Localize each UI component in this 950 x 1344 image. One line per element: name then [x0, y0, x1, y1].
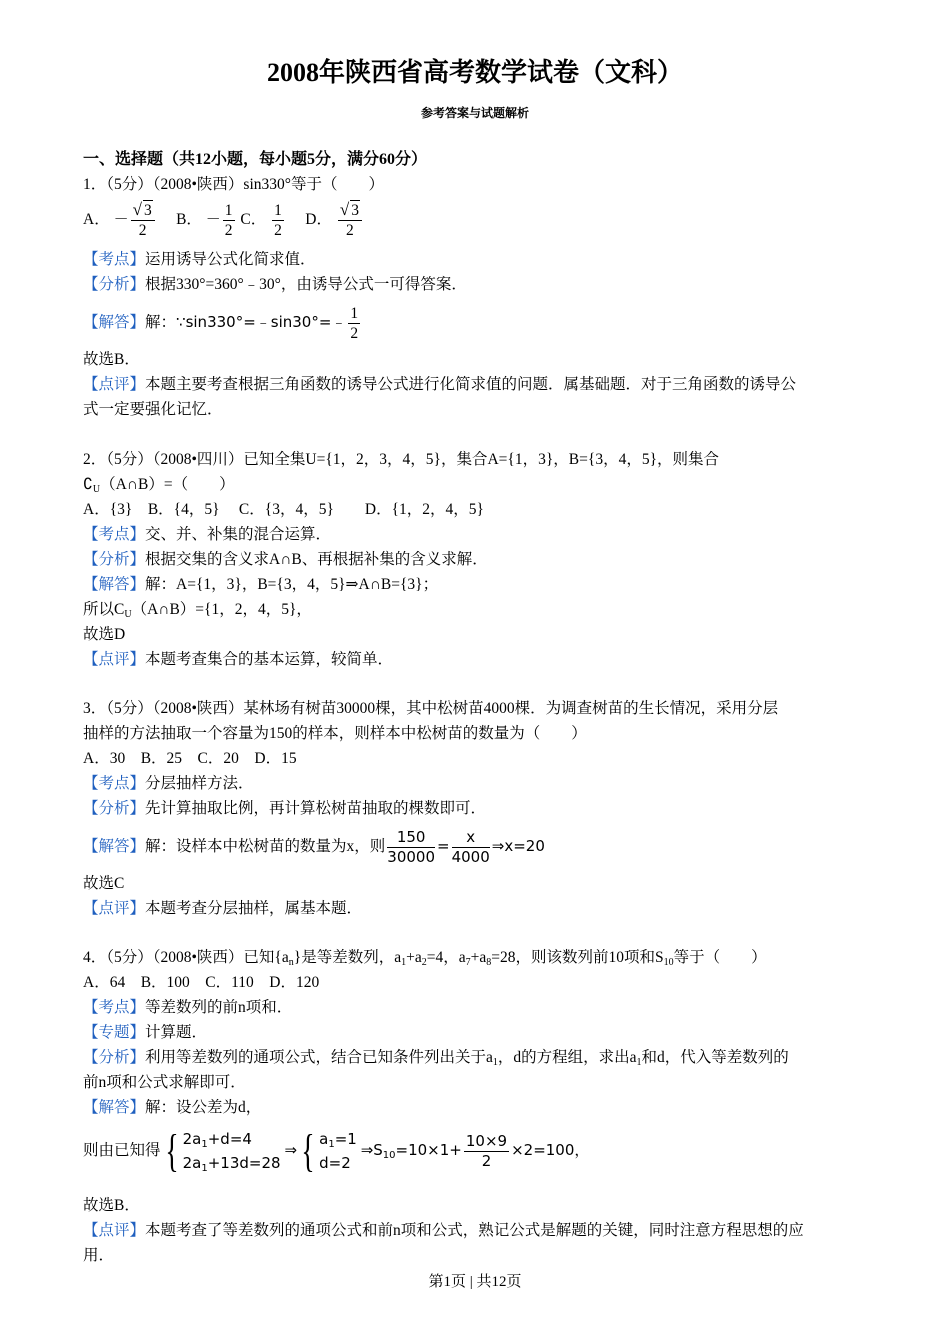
- q4-jieda: 【解答】解：设公差为d，: [83, 1099, 262, 1116]
- fraction: $\frac{150}{30000}$: [387, 828, 435, 866]
- fraction: $\frac{1}{2}$: [224, 201, 233, 239]
- q1-dianping: 【点评】本题主要考查根据三角函数的诱导公式进行化简求值的问题．属基础题．对于三角函数的诱导公: [83, 376, 797, 393]
- q2-stem: 2．（5分）（2008•四川）已知全集U={1，2，3，4，5}，集合A={1，3}，B={3，4，5}，则集合: [83, 451, 720, 468]
- section-heading: 一、选择题（共12小题，每小题5分，满分60分）: [83, 151, 428, 168]
- q4-dianping-cont: 用．: [83, 1247, 115, 1264]
- q3-fenxi: 【分析】先计算抽取比例，再计算松树苗抽取的棵数即可．: [83, 800, 487, 817]
- q4-fenxi-cont: 前n项和公式求解即可．: [83, 1074, 246, 1091]
- q3-stem: 3．（5分）（2008•陕西）某林场有树苗30000棵，其中松树苗4000棵．为调查树苗的生长情况，采用分层: [83, 700, 779, 717]
- q2-conclusion: 故选D: [83, 626, 126, 643]
- q1-option-b: B． － $\frac{1}{2}$: [176, 201, 233, 239]
- q3-options: A．30 B．25 C．20 D．15: [83, 750, 297, 767]
- q2-options: A．{3} B．{4，5} C．{3，4，5} D．{1，2，4，5}: [83, 501, 484, 518]
- q1-option-a: A． － $\frac{√ 3}{2}$: [83, 211, 157, 228]
- q2-fenxi: 【分析】根据交集的含义求A∩B、再根据补集的含义求解．: [83, 551, 488, 568]
- q4-conclusion: 故选B．: [83, 1197, 140, 1214]
- q3-stem-cont: 抽样的方法抽取一个容量为150的样本，则样本中松树苗的数量为（ ）: [83, 725, 587, 742]
- q3-conclusion: 故选C: [83, 875, 125, 892]
- equation-system: $2a_1+d=4$ $2a_1+13d=28$: [182, 1130, 281, 1175]
- page-footer: 第1页 | 共12页: [428, 1274, 522, 1290]
- fraction: $\frac{√ 3}{2}$: [338, 200, 362, 240]
- q1-kaodian: 【考点】运用诱导公式化简求值．: [83, 251, 316, 268]
- q4-stem: 4．（5分）（2008•陕西）已知$\{a_n\}$是等差数列，$a_1+a_2=4$，$a_7+a_8=28$，则该数列前10项和$S_{10}$等于（ ）: [83, 949, 767, 968]
- q1-jieda: 【解答】解：∵sin330°=﹣sin30°=﹣ $\frac{1}{2}$: [83, 305, 359, 342]
- q2-dianping: 【点评】本题考查集合的基本运算，较简单．: [83, 651, 394, 668]
- fraction: $\frac{10\times 9}{2}$: [465, 1131, 508, 1170]
- page-title: 2008年陕西省高考数学试卷（文科）: [266, 58, 683, 87]
- q2-jieda-cont: 所以$C_U(A\cap B)=\{1$，2，4，5}，: [83, 601, 312, 620]
- left-brace-icon: {: [301, 1125, 315, 1177]
- q3-jieda: 【解答】解：设样本中松树苗的数量为x，则 $\frac{150}{30000}$ = $\frac{x}{4000}$ ⇒x=20: [83, 828, 545, 866]
- q2-jieda: 【解答】解：A={1，3}，B={3，4，5}⇒A∩B={3}；: [83, 576, 439, 593]
- q4-zhuanti: 【专题】计算题．: [83, 1024, 208, 1041]
- q1-option-c: C． $\frac{1}{2}$: [240, 201, 282, 239]
- equation-solution: $a_1=1$ d=2: [319, 1130, 357, 1173]
- q2-kaodian: 【考点】交、并、补集的混合运算．: [83, 526, 332, 543]
- left-brace-icon: {: [164, 1125, 179, 1177]
- q1-conclusion: 故选B．: [83, 351, 140, 368]
- q1-fenxi: 【分析】根据330°=360°﹣30°，由诱导公式一可得答案．: [83, 276, 467, 293]
- q1-options: [83, 200, 364, 240]
- fraction: $\frac{x}{4000}$: [451, 828, 490, 866]
- fraction: $\frac{1}{2}$: [350, 305, 359, 342]
- q2-stem-cont: $∁_U(A\cap B)=$（ ）: [83, 476, 235, 495]
- q1-option-d: D． $\frac{√ 3}{2}$: [305, 211, 364, 228]
- q1-dianping-cont: 式一定要强化记忆．: [83, 401, 223, 418]
- fraction: $\frac{√ 3}{2}$: [131, 200, 155, 240]
- q4-equation: 则由已知得{ $2a_1+d=4$ $2a_1+13d=28$ ⇒{ $a_1=1$ d=2 $\Rightarrow S_{10}=10\times 1+$ $\frac{10\times 9}{2}$ ×2=100，: [83, 1125, 590, 1177]
- q3-dianping: 【点评】本题考查分层抽样，属基本题．: [83, 900, 363, 917]
- q4-dianping: 【点评】本题考查了等差数列的通项公式和前n项和公式，熟记公式是解题的关键，同时注意方程思想的应: [83, 1222, 804, 1239]
- q4-options: A．64 B．100 C．110 D．120: [83, 974, 320, 991]
- q4-kaodian: 【考点】等差数列的前n项和．: [83, 999, 293, 1016]
- q1-stem: 1．（5分）（2008•陕西）sin330°等于（ ）: [83, 176, 384, 193]
- q4-fenxi: 【分析】利用等差数列的通项公式，结合已知条件列出关于$a_1$，d的方程组，求出$a_1$和d，代入等差数列的: [83, 1049, 789, 1068]
- q3-kaodian: 【考点】分层抽样方法．: [83, 775, 254, 792]
- page-subtitle: 参考答案与试题解析: [420, 106, 529, 120]
- fraction: $\frac{1}{2}$: [274, 201, 282, 239]
